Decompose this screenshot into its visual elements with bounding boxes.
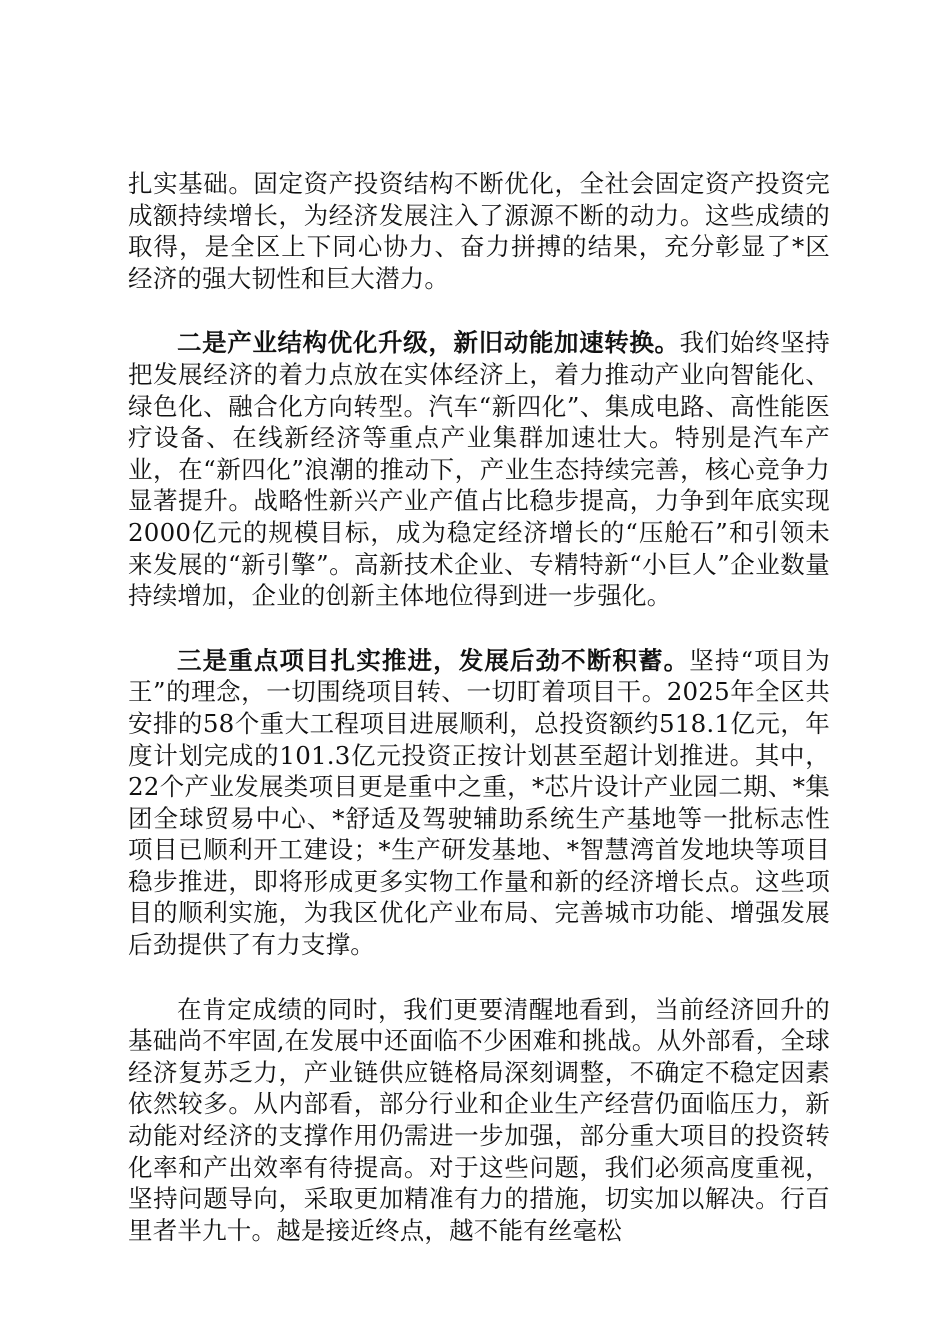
paragraph-text: 在肯定成绩的同时，我们更要清醒地看到，当前经济回升的基础尚不牢固,在发展中还面临不少困难和挑战。从外部看，全球经济复苏乏力，产业链供应链格局深刻调整，不确定不稳定因素依然较多。从内部看，部分行业和企业生产经营仍面临压力，新动能对经济的支撑作用仍需进一步加强，部分重大项目的投资转化率和产出效率有待提高。对于这些问题，我们必须高度重视，坚持问题导向，采取更加精准有力的措施，切实加以解决。行百里者半九十。越是接近终点，越不能有丝毫松 <box>128 994 830 1245</box>
paragraph-key-projects <box>128 645 830 961</box>
paragraph-heading: 三是重点项目扎实推进，发展后劲不断积蓄。 <box>177 645 690 675</box>
document-body <box>128 168 830 1279</box>
paragraph-text: 扎实基础。固定资产投资结构不断优化，全社会固定资产投资完成额持续增长，为经济发展注入了源源不断的动力。这些成绩的取得，是全区上下同心协力、奋力拼搏的结果，充分彰显了*区经济的强大韧性和巨大潜力。 <box>128 169 830 293</box>
paragraph-text: 坚持“项目为王”的理念，一切围绕项目转、一切盯着项目干。2025年全区共安排的58个重大工程项目进展顺利，总投资额约518.1亿元，年度计划完成的101.3亿元投资正按计划甚至超计划推进。其中，22个产业发展类项目更是重中之重，*芯片设计产业园二期、*集团全球贸易中心、*舒适及驾驶辅助系统生产基地等一批标志性项目已顺利开工建设；*生产研发基地、*智慧湾首发地块等项目稳步推进，即将形成更多实物工作量和新的经济增长点。这些项目的顺利实施，为我区优化产业布局、完善城市功能、增强发展后劲提供了有力支撑。 <box>128 645 830 960</box>
paragraph-challenges <box>128 994 830 1247</box>
paragraph-industrial-structure <box>128 327 830 611</box>
paragraph-heading: 二是产业结构优化升级，新旧动能加速转换。 <box>177 328 680 358</box>
paragraph-text: 我们始终坚持把发展经济的着力点放在实体经济上，着力推动产业向智能化、绿色化、融合化方向转型。汽车“新四化”、集成电路、高性能医疗设备、在线新经济等重点产业集群加速壮大。特别是汽车产业，在“新四化”浪潮的推动下，产业生态持续完善，核心竞争力显著提升。战略性新兴产业产值占比稳步提高，力争到年底实现2000亿元的规模目标，成为稳定经济增长的“压舱石”和引领未来发展的“新引擎”。高新技术企业、专精特新“小巨人”企业数量持续增加，企业的创新主体地位得到进一步强化。 <box>128 328 830 611</box>
paragraph-continuation <box>128 168 830 294</box>
